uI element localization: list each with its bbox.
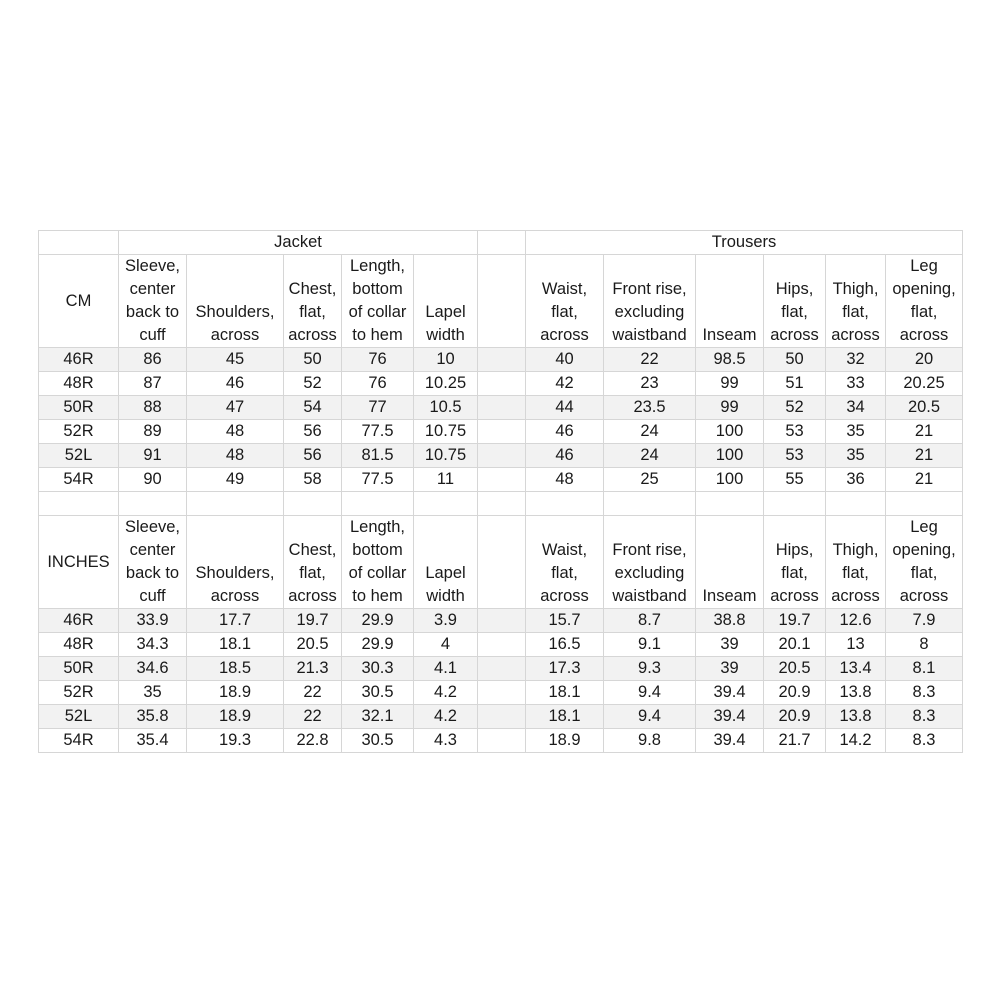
spacer-cell (187, 492, 284, 516)
header-waist (526, 516, 604, 609)
cm-table-row (39, 444, 963, 468)
cell-waist: 18.9 (526, 729, 604, 753)
header-line: flat, (842, 303, 869, 321)
header-line: Chest, (288, 280, 337, 298)
header-line: across (288, 326, 337, 344)
header-line: across (540, 587, 589, 605)
inches-unit-label: INCHES (39, 516, 119, 609)
header-inseam (696, 516, 764, 609)
header-line: across (899, 326, 949, 344)
cm-unit-label: CM (39, 255, 119, 348)
cell-front-rise: 9.4 (604, 681, 696, 705)
cell-chest: 50 (284, 348, 342, 372)
header-line: across (899, 587, 949, 605)
cell-length: 32.1 (342, 705, 414, 729)
header-line: across (831, 326, 880, 344)
cell-shoulders: 18.1 (187, 633, 284, 657)
gap-cell (478, 396, 526, 420)
cell-hips: 20.1 (764, 633, 826, 657)
header-line: across (210, 587, 260, 605)
header-line: bottom (352, 541, 403, 559)
spacer-cell (414, 492, 478, 516)
header-line: Waist, (541, 280, 588, 298)
cell-front-rise: 9.4 (604, 705, 696, 729)
cell-size: 46R (39, 348, 119, 372)
header-line: Lapel (425, 303, 466, 321)
spacer-cell (826, 492, 886, 516)
cell-hips: 50 (764, 348, 826, 372)
cell-hips: 52 (764, 396, 826, 420)
cell-waist: 17.3 (526, 657, 604, 681)
cell-sleeve: 88 (119, 396, 187, 420)
cell-hips: 53 (764, 444, 826, 468)
cell-shoulders: 46 (187, 372, 284, 396)
header-leg-opening (886, 255, 963, 348)
header-line: cuff (139, 587, 166, 605)
header-line: Leg (910, 518, 938, 536)
cell-inseam: 39 (696, 633, 764, 657)
header-line: Chest, (288, 541, 337, 559)
cell-length: 29.9 (342, 633, 414, 657)
cell-lapel: 4.2 (414, 705, 478, 729)
cell-thigh: 36 (826, 468, 886, 492)
cell-waist: 16.5 (526, 633, 604, 657)
header-sleeve (119, 255, 187, 348)
gap-cell (478, 705, 526, 729)
header-line: width (426, 326, 465, 344)
size-table (38, 230, 963, 753)
cell-inseam: 99 (696, 396, 764, 420)
header-line: of collar (348, 303, 407, 321)
cell-size: 52R (39, 420, 119, 444)
cell-front-rise: 9.1 (604, 633, 696, 657)
cell-leg-opening: 8 (886, 633, 963, 657)
cell-front-rise: 24 (604, 420, 696, 444)
cell-chest: 56 (284, 420, 342, 444)
header-shoulders (187, 516, 284, 609)
header-thigh (826, 516, 886, 609)
inches-table-row (39, 681, 963, 705)
cell-lapel: 10.75 (414, 444, 478, 468)
cell-hips: 20.9 (764, 681, 826, 705)
gap-cell (478, 348, 526, 372)
cell-length: 77.5 (342, 420, 414, 444)
cell-chest: 22 (284, 705, 342, 729)
header-line: to hem (352, 326, 403, 344)
header-line: excluding (614, 303, 685, 321)
header-line: to hem (352, 587, 403, 605)
cell-lapel: 3.9 (414, 609, 478, 633)
size-chart (38, 230, 963, 753)
corner-cell (39, 231, 119, 255)
cell-length: 76 (342, 372, 414, 396)
cell-sleeve: 34.6 (119, 657, 187, 681)
cell-length: 30.5 (342, 681, 414, 705)
cell-shoulders: 48 (187, 444, 284, 468)
cell-waist: 46 (526, 444, 604, 468)
spacer-cell (119, 492, 187, 516)
header-line: flat, (551, 564, 578, 582)
cell-front-rise: 8.7 (604, 609, 696, 633)
cm-table-row (39, 372, 963, 396)
header-line: back to (125, 564, 180, 582)
table-body (39, 231, 963, 753)
header-lapel (414, 516, 478, 609)
trousers-group-header: Trousers (526, 231, 963, 255)
header-line: bottom (352, 280, 403, 298)
cell-inseam: 100 (696, 420, 764, 444)
header-line: waistband (612, 326, 687, 344)
cell-sleeve: 86 (119, 348, 187, 372)
header-inseam (696, 255, 764, 348)
cell-thigh: 13 (826, 633, 886, 657)
gap-cell (478, 468, 526, 492)
cell-leg-opening: 8.3 (886, 705, 963, 729)
gap-cell (478, 657, 526, 681)
cell-lapel: 11 (414, 468, 478, 492)
header-line: Sleeve, (124, 518, 181, 536)
cell-size: 54R (39, 468, 119, 492)
header-line: flat, (910, 303, 938, 321)
header-line: Thigh, (832, 280, 879, 298)
cell-front-rise: 23.5 (604, 396, 696, 420)
cell-sleeve: 35.8 (119, 705, 187, 729)
header-line: flat, (299, 303, 326, 321)
header-leg-opening (886, 516, 963, 609)
gap-cell (478, 609, 526, 633)
cell-front-rise: 24 (604, 444, 696, 468)
cell-shoulders: 47 (187, 396, 284, 420)
cell-inseam: 100 (696, 444, 764, 468)
inches-table-row (39, 705, 963, 729)
header-line: flat, (781, 303, 808, 321)
header-length (342, 516, 414, 609)
cell-shoulders: 17.7 (187, 609, 284, 633)
cell-chest: 19.7 (284, 609, 342, 633)
cell-leg-opening: 20 (886, 348, 963, 372)
cell-lapel: 10 (414, 348, 478, 372)
cell-shoulders: 19.3 (187, 729, 284, 753)
cell-chest: 54 (284, 396, 342, 420)
cell-length: 30.5 (342, 729, 414, 753)
header-line: across (288, 587, 337, 605)
spacer-cell (604, 492, 696, 516)
gap-cell (478, 516, 526, 609)
header-line: excluding (614, 564, 685, 582)
cell-lapel: 4 (414, 633, 478, 657)
cell-waist: 44 (526, 396, 604, 420)
cell-inseam: 100 (696, 468, 764, 492)
cell-sleeve: 89 (119, 420, 187, 444)
cell-size: 48R (39, 633, 119, 657)
header-line: Hips, (775, 280, 814, 298)
header-hips (764, 516, 826, 609)
cell-waist: 18.1 (526, 705, 604, 729)
inches-header-row (39, 516, 963, 609)
spacer-cell (886, 492, 963, 516)
spacer-cell (284, 492, 342, 516)
cell-waist: 40 (526, 348, 604, 372)
header-line: Hips, (775, 541, 814, 559)
cell-thigh: 12.6 (826, 609, 886, 633)
cell-sleeve: 91 (119, 444, 187, 468)
cm-table-row (39, 468, 963, 492)
cell-sleeve: 87 (119, 372, 187, 396)
spacer-cell (39, 492, 119, 516)
inches-table-row (39, 633, 963, 657)
cell-leg-opening: 21 (886, 444, 963, 468)
header-line: Lapel (425, 564, 466, 582)
cell-thigh: 33 (826, 372, 886, 396)
spacer-cell (526, 492, 604, 516)
cell-thigh: 13.4 (826, 657, 886, 681)
cell-shoulders: 18.9 (187, 705, 284, 729)
header-line: Front rise, (612, 280, 687, 298)
cell-length: 81.5 (342, 444, 414, 468)
cell-chest: 22.8 (284, 729, 342, 753)
cell-shoulders: 18.5 (187, 657, 284, 681)
cell-length: 29.9 (342, 609, 414, 633)
header-line: Waist, (541, 541, 588, 559)
cell-waist: 15.7 (526, 609, 604, 633)
cell-front-rise: 9.8 (604, 729, 696, 753)
cell-thigh: 13.8 (826, 705, 886, 729)
header-waist (526, 255, 604, 348)
cell-leg-opening: 21 (886, 468, 963, 492)
cell-shoulders: 18.9 (187, 681, 284, 705)
cell-chest: 56 (284, 444, 342, 468)
inches-table-row (39, 657, 963, 681)
header-line: flat, (910, 564, 938, 582)
spacer-cell (696, 492, 764, 516)
header-line: across (540, 326, 589, 344)
cell-hips: 20.9 (764, 705, 826, 729)
cell-lapel: 10.75 (414, 420, 478, 444)
cell-inseam: 39 (696, 657, 764, 681)
header-line: center (129, 280, 176, 298)
cell-size: 54R (39, 729, 119, 753)
inches-table-row (39, 609, 963, 633)
cm-table-row (39, 420, 963, 444)
cell-leg-opening: 8.3 (886, 729, 963, 753)
cell-length: 76 (342, 348, 414, 372)
cell-leg-opening: 20.5 (886, 396, 963, 420)
header-lapel (414, 255, 478, 348)
cell-hips: 21.7 (764, 729, 826, 753)
cell-hips: 51 (764, 372, 826, 396)
cell-size: 52R (39, 681, 119, 705)
cell-leg-opening: 21 (886, 420, 963, 444)
cell-thigh: 34 (826, 396, 886, 420)
gap-cell (478, 231, 526, 255)
gap-cell (478, 444, 526, 468)
cell-waist: 42 (526, 372, 604, 396)
header-line: across (770, 326, 819, 344)
cell-size: 50R (39, 657, 119, 681)
cm-table-row (39, 396, 963, 420)
cell-sleeve: 35.4 (119, 729, 187, 753)
cell-size: 50R (39, 396, 119, 420)
cell-sleeve: 90 (119, 468, 187, 492)
cell-chest: 52 (284, 372, 342, 396)
cm-header-row (39, 255, 963, 348)
header-line: Shoulders, (195, 303, 275, 321)
cell-hips: 20.5 (764, 657, 826, 681)
cell-front-rise: 25 (604, 468, 696, 492)
header-line: Front rise, (612, 541, 687, 559)
header-front-rise (604, 516, 696, 609)
cell-inseam: 39.4 (696, 681, 764, 705)
cell-inseam: 98.5 (696, 348, 764, 372)
cell-lapel: 10.25 (414, 372, 478, 396)
cell-thigh: 13.8 (826, 681, 886, 705)
cell-inseam: 38.8 (696, 609, 764, 633)
cell-size: 52L (39, 705, 119, 729)
cell-inseam: 39.4 (696, 729, 764, 753)
cell-waist: 48 (526, 468, 604, 492)
header-line: flat, (299, 564, 326, 582)
header-line: Leg (910, 257, 938, 275)
cell-leg-opening: 8.3 (886, 681, 963, 705)
cell-chest: 21.3 (284, 657, 342, 681)
header-line: Inseam (702, 587, 757, 605)
cell-inseam: 39.4 (696, 705, 764, 729)
cell-sleeve: 35 (119, 681, 187, 705)
cell-size: 48R (39, 372, 119, 396)
header-hips (764, 255, 826, 348)
gap-cell (478, 681, 526, 705)
header-line: flat, (781, 564, 808, 582)
header-line: Sleeve, (124, 257, 181, 275)
header-line: Shoulders, (195, 564, 275, 582)
cell-thigh: 32 (826, 348, 886, 372)
header-line: waistband (612, 587, 687, 605)
inches-table-row (39, 729, 963, 753)
header-sleeve (119, 516, 187, 609)
spacer-row (39, 492, 963, 516)
header-chest (284, 516, 342, 609)
cell-inseam: 99 (696, 372, 764, 396)
header-length (342, 255, 414, 348)
header-line: across (831, 587, 880, 605)
cell-leg-opening: 8.1 (886, 657, 963, 681)
header-line: Length, (349, 518, 406, 536)
cell-hips: 55 (764, 468, 826, 492)
spacer-cell (342, 492, 414, 516)
spacer-cell (478, 492, 526, 516)
cell-waist: 46 (526, 420, 604, 444)
header-line: opening, (892, 541, 956, 559)
header-line: center (129, 541, 176, 559)
header-line: back to (125, 303, 180, 321)
cell-front-rise: 23 (604, 372, 696, 396)
cell-length: 77 (342, 396, 414, 420)
header-line: across (210, 326, 260, 344)
header-line: Length, (349, 257, 406, 275)
cell-leg-opening: 7.9 (886, 609, 963, 633)
cell-shoulders: 49 (187, 468, 284, 492)
cell-sleeve: 33.9 (119, 609, 187, 633)
header-chest (284, 255, 342, 348)
cell-thigh: 14.2 (826, 729, 886, 753)
cell-lapel: 4.2 (414, 681, 478, 705)
cell-length: 77.5 (342, 468, 414, 492)
cell-waist: 18.1 (526, 681, 604, 705)
cell-hips: 19.7 (764, 609, 826, 633)
cell-chest: 22 (284, 681, 342, 705)
jacket-group-header: Jacket (119, 231, 478, 255)
cell-front-rise: 22 (604, 348, 696, 372)
gap-cell (478, 729, 526, 753)
spacer-cell (764, 492, 826, 516)
header-front-rise (604, 255, 696, 348)
header-line: of collar (348, 564, 407, 582)
header-line: across (770, 587, 819, 605)
cell-front-rise: 9.3 (604, 657, 696, 681)
cell-hips: 53 (764, 420, 826, 444)
header-line: cuff (139, 326, 166, 344)
header-line: flat, (551, 303, 578, 321)
cell-sleeve: 34.3 (119, 633, 187, 657)
cell-shoulders: 48 (187, 420, 284, 444)
cell-size: 46R (39, 609, 119, 633)
gap-cell (478, 633, 526, 657)
cell-size: 52L (39, 444, 119, 468)
group-header-row (39, 231, 963, 255)
cell-chest: 58 (284, 468, 342, 492)
cm-table-row (39, 348, 963, 372)
gap-cell (478, 255, 526, 348)
header-line: Inseam (702, 326, 757, 344)
cell-lapel: 10.5 (414, 396, 478, 420)
header-line: flat, (842, 564, 869, 582)
gap-cell (478, 372, 526, 396)
cell-leg-opening: 20.25 (886, 372, 963, 396)
cell-lapel: 4.1 (414, 657, 478, 681)
header-thigh (826, 255, 886, 348)
header-line: Thigh, (832, 541, 879, 559)
cell-thigh: 35 (826, 420, 886, 444)
cell-lapel: 4.3 (414, 729, 478, 753)
header-shoulders (187, 255, 284, 348)
header-line: width (426, 587, 465, 605)
gap-cell (478, 420, 526, 444)
cell-thigh: 35 (826, 444, 886, 468)
cell-length: 30.3 (342, 657, 414, 681)
header-line: opening, (892, 280, 956, 298)
cell-shoulders: 45 (187, 348, 284, 372)
cell-chest: 20.5 (284, 633, 342, 657)
